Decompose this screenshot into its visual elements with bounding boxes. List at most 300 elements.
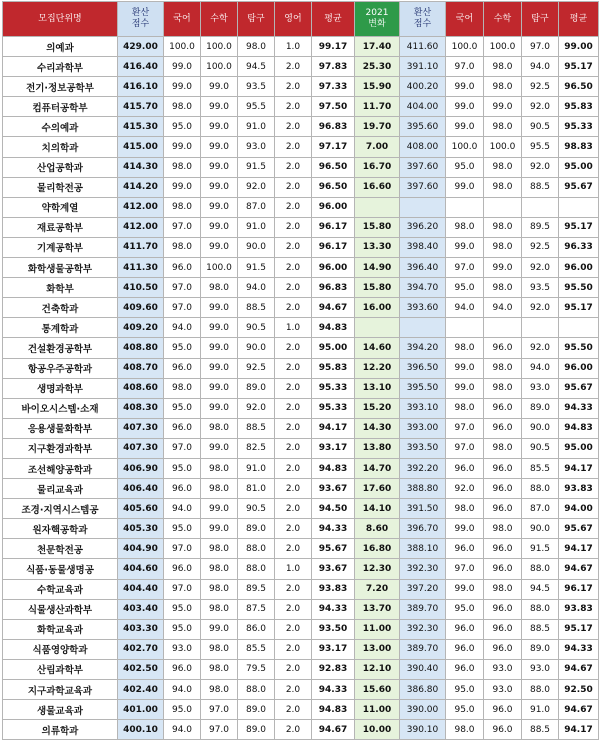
inquiry-2021-cell: 97.0 [522, 37, 559, 57]
score-cell: 414.30 [118, 157, 164, 177]
average-2021-cell: 94.17 [559, 458, 599, 478]
dept-name-cell: 식품·동물생명공 [3, 559, 118, 579]
inquiry-cell: 90.5 [238, 499, 275, 519]
score-cell: 409.20 [118, 318, 164, 338]
inquiry-cell: 92.0 [238, 177, 275, 197]
dept-name-cell: 원자핵공학과 [3, 519, 118, 539]
english-cell: 2.0 [275, 458, 312, 478]
english-cell: 2.0 [275, 137, 312, 157]
average-2021-cell: 95.17 [559, 298, 599, 318]
table-row [3, 318, 599, 338]
average-2021-cell: 94.67 [559, 559, 599, 579]
math-cell: 99.0 [201, 519, 238, 539]
math-cell: 98.0 [201, 418, 238, 438]
math-2021-cell: 98.0 [484, 278, 522, 298]
korean-cell: 98.0 [164, 157, 201, 177]
average-2021-cell: 94.00 [559, 499, 599, 519]
english-cell: 2.0 [275, 720, 312, 740]
change-cell: 13.10 [355, 378, 400, 398]
change-cell: 16.70 [355, 157, 400, 177]
math-cell: 98.0 [201, 479, 238, 499]
table-row [3, 117, 599, 137]
dept-name-cell: 화학생물공학부 [3, 258, 118, 278]
math-2021-cell [484, 318, 522, 338]
math-2021-cell: 99.0 [484, 258, 522, 278]
score-cell: 407.30 [118, 418, 164, 438]
average-cell: 93.17 [312, 639, 355, 659]
inquiry-cell: 93.0 [238, 137, 275, 157]
math-2021-cell: 98.0 [484, 117, 522, 137]
header-inquiry: 탐구 [238, 2, 275, 37]
english-cell: 2.0 [275, 278, 312, 298]
score-cell: 403.40 [118, 599, 164, 619]
english-cell: 2.0 [275, 700, 312, 720]
inquiry-cell: 90.0 [238, 338, 275, 358]
average-cell: 96.17 [312, 217, 355, 237]
score-cell: 408.60 [118, 378, 164, 398]
score-cell: 415.00 [118, 137, 164, 157]
inquiry-2021-cell: 89.0 [522, 639, 559, 659]
english-cell: 2.0 [275, 680, 312, 700]
inquiry-2021-cell: 92.0 [522, 338, 559, 358]
average-2021-cell: 96.33 [559, 237, 599, 257]
score-cell: 411.30 [118, 258, 164, 278]
english-cell: 2.0 [275, 599, 312, 619]
change-cell: 14.90 [355, 258, 400, 278]
table-row [3, 639, 599, 659]
change-cell: 11.70 [355, 97, 400, 117]
english-cell: 2.0 [275, 479, 312, 499]
korean-2021-cell: 95.0 [446, 599, 484, 619]
inquiry-2021-cell: 95.5 [522, 137, 559, 157]
math-2021-cell: 96.0 [484, 338, 522, 358]
inquiry-cell: 89.0 [238, 378, 275, 398]
table-row [3, 479, 599, 499]
change-cell: 16.60 [355, 177, 400, 197]
average-2021-cell: 93.83 [559, 479, 599, 499]
math-cell: 99.0 [201, 97, 238, 117]
korean-cell: 97.0 [164, 278, 201, 298]
math-cell: 99.0 [201, 77, 238, 97]
math-2021-cell: 96.0 [484, 639, 522, 659]
score-cell: 412.00 [118, 197, 164, 217]
inquiry-2021-cell: 90.0 [522, 519, 559, 539]
english-cell: 2.0 [275, 639, 312, 659]
table-row [3, 358, 599, 378]
korean-2021-cell: 98.0 [446, 499, 484, 519]
math-2021-cell: 100.0 [484, 37, 522, 57]
inquiry-2021-cell: 94.0 [522, 57, 559, 77]
table-row [3, 559, 599, 579]
inquiry-cell: 89.0 [238, 720, 275, 740]
average-2021-cell: 94.33 [559, 398, 599, 418]
dept-name-cell: 물리교육과 [3, 479, 118, 499]
change-cell: 11.00 [355, 700, 400, 720]
korean-cell: 96.0 [164, 659, 201, 679]
dept-name-cell: 약학계열 [3, 197, 118, 217]
score-2021-cell: 392.30 [400, 559, 446, 579]
korean-2021-cell: 99.0 [446, 117, 484, 137]
dept-name-cell: 화학교육과 [3, 619, 118, 639]
english-cell: 2.0 [275, 197, 312, 217]
score-cell: 404.90 [118, 539, 164, 559]
english-cell: 2.0 [275, 499, 312, 519]
korean-cell: 95.0 [164, 398, 201, 418]
math-2021-cell: 96.0 [484, 479, 522, 499]
math-cell: 99.0 [201, 237, 238, 257]
korean-2021-cell: 95.0 [446, 700, 484, 720]
inquiry-2021-cell: 93.5 [522, 278, 559, 298]
average-cell: 96.00 [312, 197, 355, 217]
korean-2021-cell [446, 318, 484, 338]
math-cell: 99.0 [201, 217, 238, 237]
score-cell: 404.40 [118, 579, 164, 599]
change-cell: 7.00 [355, 137, 400, 157]
change-cell: 13.70 [355, 599, 400, 619]
inquiry-cell: 86.0 [238, 619, 275, 639]
score-2021-cell: 391.10 [400, 57, 446, 77]
english-cell: 1.0 [275, 37, 312, 57]
score-cell: 415.30 [118, 117, 164, 137]
header-korean: 국어 [164, 2, 201, 37]
math-cell: 97.0 [201, 720, 238, 740]
header-score-2021: 환산 점수 [400, 2, 446, 37]
table-row [3, 438, 599, 458]
dept-name-cell: 생물교육과 [3, 700, 118, 720]
korean-cell: 97.0 [164, 298, 201, 318]
score-2021-cell: 396.40 [400, 258, 446, 278]
score-2021-cell: 386.80 [400, 680, 446, 700]
inquiry-cell: 88.0 [238, 680, 275, 700]
table-row [3, 177, 599, 197]
change-cell [355, 318, 400, 338]
inquiry-2021-cell: 90.5 [522, 438, 559, 458]
score-2021-cell: 404.00 [400, 97, 446, 117]
average-cell: 94.83 [312, 700, 355, 720]
inquiry-cell: 98.0 [238, 37, 275, 57]
korean-2021-cell: 99.0 [446, 519, 484, 539]
korean-2021-cell: 96.0 [446, 539, 484, 559]
inquiry-cell: 93.5 [238, 77, 275, 97]
math-2021-cell: 98.0 [484, 177, 522, 197]
average-2021-cell: 96.00 [559, 258, 599, 278]
average-cell: 97.17 [312, 137, 355, 157]
inquiry-2021-cell: 88.5 [522, 619, 559, 639]
average-2021-cell: 95.50 [559, 278, 599, 298]
table-row [3, 77, 599, 97]
dept-name-cell: 수리과학부 [3, 57, 118, 77]
table-row [3, 258, 599, 278]
average-2021-cell: 96.50 [559, 77, 599, 97]
average-cell: 93.67 [312, 559, 355, 579]
average-cell: 94.33 [312, 599, 355, 619]
table-body [3, 37, 599, 740]
english-cell: 2.0 [275, 519, 312, 539]
math-cell: 99.0 [201, 378, 238, 398]
average-2021-cell: 95.17 [559, 57, 599, 77]
korean-2021-cell: 100.0 [446, 37, 484, 57]
change-cell: 11.00 [355, 619, 400, 639]
math-2021-cell: 99.0 [484, 97, 522, 117]
average-cell: 99.17 [312, 37, 355, 57]
korean-cell: 98.0 [164, 237, 201, 257]
inquiry-2021-cell [522, 197, 559, 217]
header-inquiry-2021: 탐구 [522, 2, 559, 37]
korean-cell: 97.0 [164, 217, 201, 237]
math-cell: 99.0 [201, 117, 238, 137]
english-cell: 2.0 [275, 338, 312, 358]
english-cell: 2.0 [275, 177, 312, 197]
score-2021-cell [400, 318, 446, 338]
inquiry-2021-cell: 88.5 [522, 720, 559, 740]
english-cell: 2.0 [275, 619, 312, 639]
math-2021-cell: 96.0 [484, 499, 522, 519]
header-math: 수학 [201, 2, 238, 37]
inquiry-2021-cell: 92.0 [522, 157, 559, 177]
inquiry-cell: 94.0 [238, 278, 275, 298]
score-2021-cell: 394.70 [400, 278, 446, 298]
score-cell: 414.20 [118, 177, 164, 197]
inquiry-2021-cell: 88.0 [522, 559, 559, 579]
english-cell: 2.0 [275, 438, 312, 458]
dept-name-cell: 지구환경과학부 [3, 438, 118, 458]
math-cell: 99.0 [201, 619, 238, 639]
inquiry-cell: 88.0 [238, 559, 275, 579]
change-cell: 15.80 [355, 217, 400, 237]
korean-cell: 99.0 [164, 137, 201, 157]
math-2021-cell: 96.0 [484, 619, 522, 639]
change-cell: 15.80 [355, 278, 400, 298]
score-cell: 405.60 [118, 499, 164, 519]
english-cell: 2.0 [275, 418, 312, 438]
dept-name-cell: 식품영양학과 [3, 639, 118, 659]
header-math-2021: 수학 [484, 2, 522, 37]
math-cell: 99.0 [201, 137, 238, 157]
table-row [3, 197, 599, 217]
score-2021-cell: 396.20 [400, 217, 446, 237]
korean-2021-cell: 97.0 [446, 559, 484, 579]
average-2021-cell: 95.67 [559, 177, 599, 197]
inquiry-2021-cell: 88.5 [522, 177, 559, 197]
inquiry-cell: 79.5 [238, 659, 275, 679]
average-2021-cell: 95.17 [559, 217, 599, 237]
math-2021-cell: 93.0 [484, 659, 522, 679]
average-2021-cell: 93.83 [559, 599, 599, 619]
math-2021-cell [484, 197, 522, 217]
table-row [3, 237, 599, 257]
inquiry-cell: 90.5 [238, 318, 275, 338]
score-2021-cell: 396.70 [400, 519, 446, 539]
math-cell: 99.0 [201, 157, 238, 177]
average-2021-cell: 94.17 [559, 539, 599, 559]
average-2021-cell: 98.83 [559, 137, 599, 157]
score-cell: 400.10 [118, 720, 164, 740]
dept-name-cell: 의예과 [3, 37, 118, 57]
korean-cell: 96.0 [164, 559, 201, 579]
inquiry-cell: 92.0 [238, 398, 275, 418]
dept-name-cell: 조경·지역시스템공 [3, 499, 118, 519]
math-cell: 98.0 [201, 659, 238, 679]
average-cell: 97.33 [312, 77, 355, 97]
inquiry-cell: 91.0 [238, 458, 275, 478]
inquiry-cell: 95.5 [238, 97, 275, 117]
table-row [3, 680, 599, 700]
math-cell: 98.0 [201, 579, 238, 599]
math-cell: 99.0 [201, 298, 238, 318]
average-2021-cell: 95.67 [559, 378, 599, 398]
change-cell [355, 197, 400, 217]
math-cell: 100.0 [201, 57, 238, 77]
math-cell: 99.0 [201, 438, 238, 458]
korean-cell: 99.0 [164, 57, 201, 77]
dept-name-cell: 수학교육과 [3, 579, 118, 599]
table-row [3, 137, 599, 157]
inquiry-2021-cell: 88.0 [522, 599, 559, 619]
inquiry-cell: 88.5 [238, 298, 275, 318]
korean-2021-cell: 95.0 [446, 278, 484, 298]
change-cell: 8.60 [355, 519, 400, 539]
table-row [3, 37, 599, 57]
inquiry-cell: 88.5 [238, 418, 275, 438]
inquiry-cell: 91.5 [238, 258, 275, 278]
table-row [3, 599, 599, 619]
korean-cell: 99.0 [164, 77, 201, 97]
average-cell: 94.83 [312, 458, 355, 478]
korean-cell: 98.0 [164, 378, 201, 398]
dept-name-cell: 바이오시스템·소재 [3, 398, 118, 418]
korean-2021-cell: 97.0 [446, 57, 484, 77]
average-cell: 95.67 [312, 539, 355, 559]
math-2021-cell: 100.0 [484, 137, 522, 157]
score-cell: 412.00 [118, 217, 164, 237]
table-row [3, 579, 599, 599]
dept-name-cell: 컴퓨터공학부 [3, 97, 118, 117]
header-english: 영어 [275, 2, 312, 37]
average-2021-cell: 95.17 [559, 619, 599, 639]
score-cell: 411.70 [118, 237, 164, 257]
average-2021-cell: 99.00 [559, 37, 599, 57]
math-2021-cell: 98.0 [484, 358, 522, 378]
average-cell: 96.50 [312, 177, 355, 197]
korean-2021-cell: 98.0 [446, 720, 484, 740]
dept-name-cell: 화학부 [3, 278, 118, 298]
score-cell: 405.30 [118, 519, 164, 539]
inquiry-2021-cell: 93.0 [522, 378, 559, 398]
korean-cell: 100.0 [164, 37, 201, 57]
average-cell: 97.83 [312, 57, 355, 77]
inquiry-2021-cell: 94.0 [522, 358, 559, 378]
math-2021-cell: 96.0 [484, 398, 522, 418]
inquiry-2021-cell: 94.5 [522, 579, 559, 599]
inquiry-2021-cell: 91.0 [522, 700, 559, 720]
korean-cell: 97.0 [164, 438, 201, 458]
english-cell: 2.0 [275, 258, 312, 278]
table-row [3, 57, 599, 77]
inquiry-2021-cell: 92.0 [522, 258, 559, 278]
math-2021-cell: 98.0 [484, 217, 522, 237]
average-2021-cell: 94.33 [559, 639, 599, 659]
score-2021-cell: 390.40 [400, 659, 446, 679]
score-2021-cell: 390.10 [400, 720, 446, 740]
average-cell: 93.83 [312, 579, 355, 599]
korean-2021-cell: 99.0 [446, 579, 484, 599]
math-cell: 99.0 [201, 398, 238, 418]
inquiry-cell: 89.0 [238, 519, 275, 539]
english-cell: 2.0 [275, 157, 312, 177]
table-row [3, 458, 599, 478]
dept-name-cell: 건설환경공학부 [3, 338, 118, 358]
change-cell: 12.30 [355, 559, 400, 579]
math-cell: 98.0 [201, 680, 238, 700]
change-cell: 16.80 [355, 539, 400, 559]
admissions-table-view [2, 1, 598, 737]
score-2021-cell: 388.10 [400, 539, 446, 559]
math-cell: 99.0 [201, 318, 238, 338]
average-cell: 97.50 [312, 97, 355, 117]
average-cell: 93.17 [312, 438, 355, 458]
korean-cell: 95.0 [164, 700, 201, 720]
table-row [3, 619, 599, 639]
average-2021-cell: 95.00 [559, 438, 599, 458]
math-cell: 99.0 [201, 197, 238, 217]
math-2021-cell: 96.0 [484, 418, 522, 438]
korean-2021-cell: 97.0 [446, 258, 484, 278]
table-row [3, 398, 599, 418]
math-cell: 100.0 [201, 258, 238, 278]
average-cell: 95.33 [312, 398, 355, 418]
average-cell: 94.33 [312, 519, 355, 539]
table-row [3, 97, 599, 117]
inquiry-2021-cell: 92.0 [522, 97, 559, 117]
dept-name-cell: 전기·정보공학부 [3, 77, 118, 97]
score-2021-cell: 400.20 [400, 77, 446, 97]
dept-name-cell: 산업공학과 [3, 157, 118, 177]
korean-cell: 95.0 [164, 458, 201, 478]
math-cell: 99.0 [201, 499, 238, 519]
math-cell: 100.0 [201, 37, 238, 57]
score-cell: 408.70 [118, 358, 164, 378]
change-cell: 16.00 [355, 298, 400, 318]
korean-2021-cell: 99.0 [446, 237, 484, 257]
math-2021-cell: 98.0 [484, 519, 522, 539]
dept-name-cell: 항공우주공학과 [3, 358, 118, 378]
math-cell: 98.0 [201, 559, 238, 579]
average-2021-cell: 95.67 [559, 519, 599, 539]
score-cell: 402.40 [118, 680, 164, 700]
change-cell: 12.10 [355, 659, 400, 679]
change-cell: 13.80 [355, 438, 400, 458]
math-cell: 98.0 [201, 539, 238, 559]
score-2021-cell: 395.50 [400, 378, 446, 398]
score-cell: 404.60 [118, 559, 164, 579]
table-row [3, 539, 599, 559]
score-cell: 406.90 [118, 458, 164, 478]
average-cell: 95.33 [312, 378, 355, 398]
korean-2021-cell: 99.0 [446, 77, 484, 97]
math-cell: 99.0 [201, 177, 238, 197]
dept-name-cell: 응용생물화학부 [3, 418, 118, 438]
korean-2021-cell: 100.0 [446, 137, 484, 157]
math-2021-cell: 96.0 [484, 720, 522, 740]
score-2021-cell: 393.10 [400, 398, 446, 418]
change-cell: 19.70 [355, 117, 400, 137]
korean-cell: 94.0 [164, 720, 201, 740]
average-2021-cell: 94.67 [559, 659, 599, 679]
inquiry-cell: 89.0 [238, 700, 275, 720]
english-cell: 2.0 [275, 579, 312, 599]
inquiry-cell: 92.5 [238, 358, 275, 378]
score-2021-cell: 388.80 [400, 479, 446, 499]
